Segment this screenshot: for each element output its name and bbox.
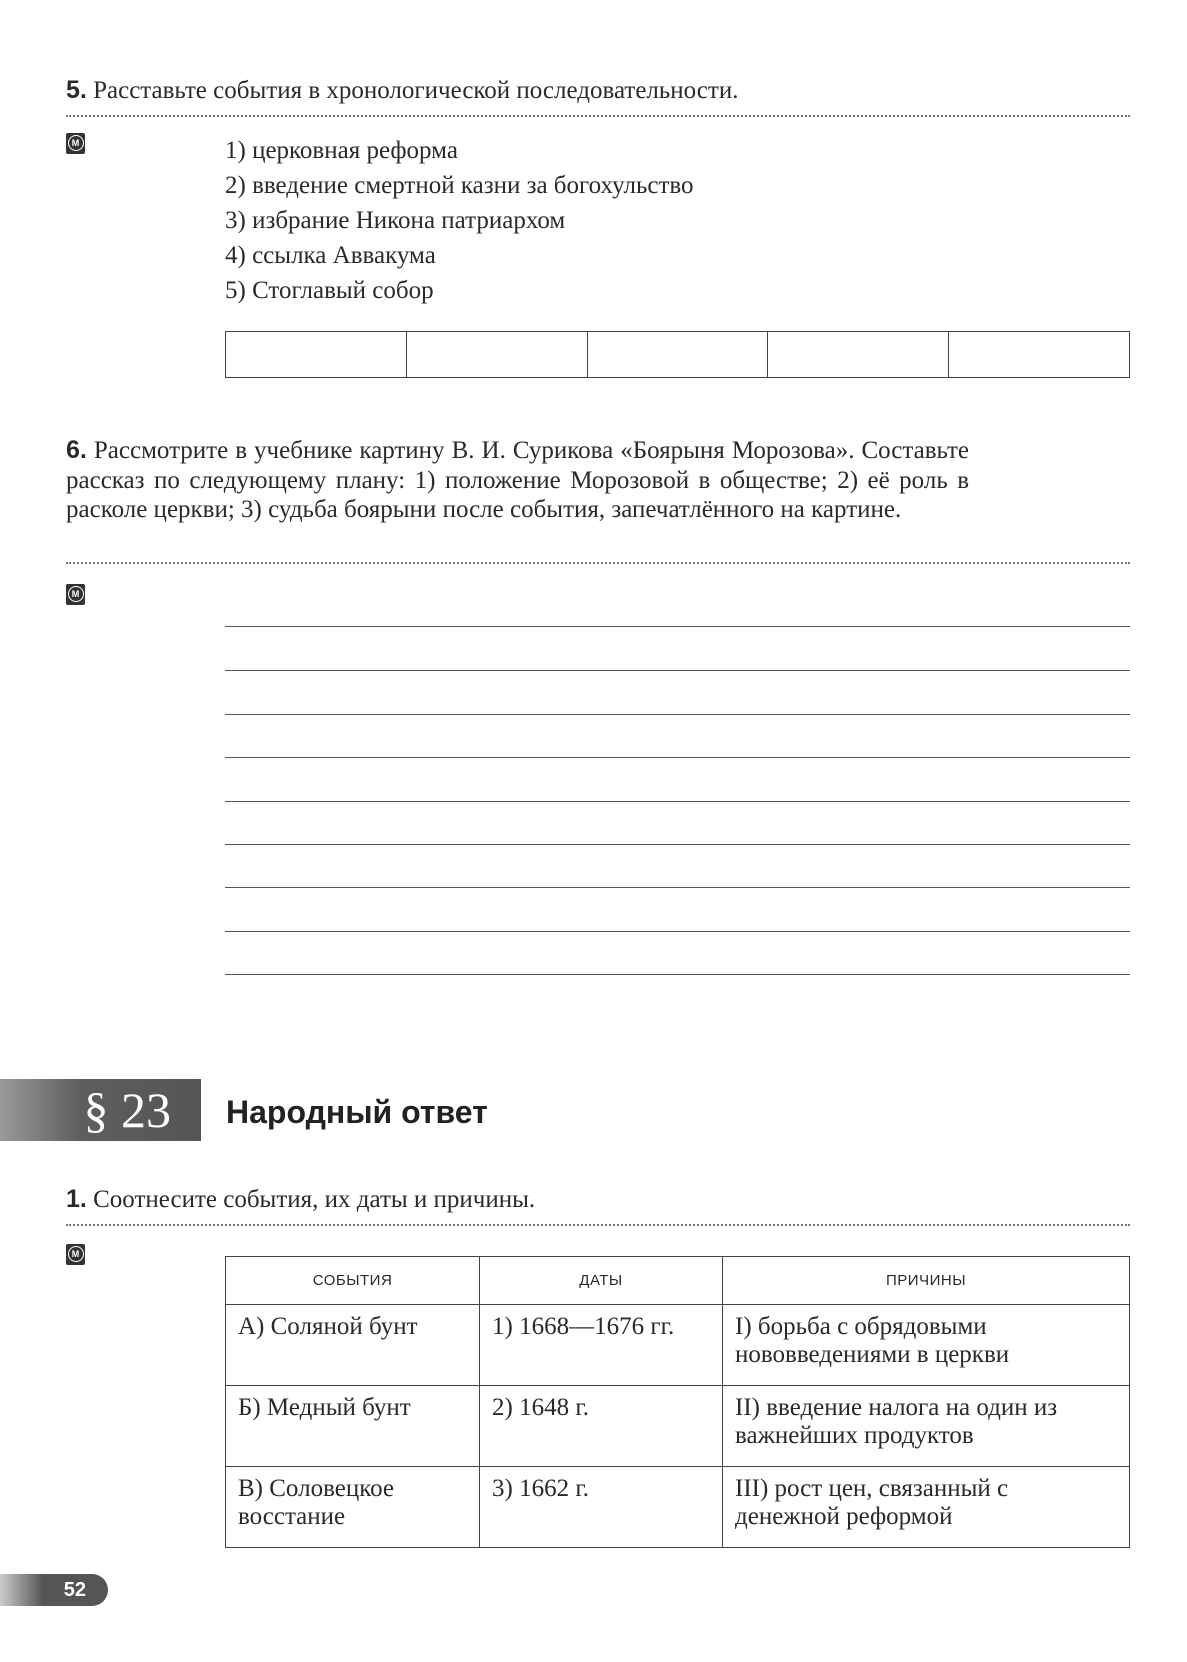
table-row [226,1467,1130,1548]
event-cell: В) Соловецкое восстание [226,1467,480,1548]
list-item: 3) избрание Никона патриархом [225,207,566,234]
task6-text [66,436,969,525]
cause-cell: III) рост цен, связанный с денежной реформой [723,1467,1130,1548]
m-marker-icon: M [66,584,85,605]
task-number: 1. [66,1185,87,1213]
page-number: 52 [0,1574,108,1606]
cause-cell: II) введение налога на один из важнейших продуктов [723,1386,1130,1467]
writing-line[interactable] [225,714,1130,715]
date-cell: 1) 1668—1676 гг. [480,1305,723,1386]
date-cell: 2) 1648 г. [480,1386,723,1467]
date-cell: 3) 1662 г. [480,1467,723,1548]
task-number: 5. [66,76,87,104]
matching-table [225,1256,1130,1548]
answer-cell[interactable] [407,332,588,377]
table-header-row [226,1257,1130,1305]
writing-line[interactable] [225,887,1130,888]
section-title: Народный ответ [226,1094,488,1130]
column-header: СОБЫТИЯ [226,1257,480,1305]
task-number: 6. [66,436,87,464]
task-text: Расставьте события в хронологической последовательности. [93,77,739,104]
list-item: 5) Стоглавый собор [225,277,434,304]
list-item: 2) введение смертной казни за богохульство [225,172,694,199]
writing-line[interactable] [225,670,1130,671]
cause-cell: I) борьба с обрядовыми нововведениями в церкви [723,1305,1130,1386]
writing-line[interactable] [225,844,1130,845]
writing-line[interactable] [225,931,1130,932]
writing-line[interactable] [225,974,1130,975]
task-text: Рассмотрите в учебнике картину В. И. Сурикова «Боярыня Морозова». Составьте рассказ по следующему плану: 1) положение Морозовой в обществе; 2) её роль в расколе церкви; 3) судьба боярыни после события, запечатлённого на картине. [66,437,970,523]
event-cell: А) Соляной бунт [226,1305,480,1386]
m-marker-icon: M [66,1244,85,1265]
writing-line[interactable] [225,626,1130,627]
task5-title [66,76,738,106]
divider [66,562,1130,564]
table-row [226,1305,1130,1386]
list-item: 4) ссылка Аввакума [225,242,436,269]
divider [66,1224,1130,1226]
answer-cell[interactable] [768,332,949,377]
answer-grid [225,331,1130,378]
task1-title [66,1185,535,1215]
section-number: § 23 [0,1079,201,1141]
answer-cell[interactable] [226,332,407,377]
writing-line[interactable] [225,801,1130,802]
task-text: Соотнесите события, их даты и причины. [93,1186,536,1213]
writing-line[interactable] [225,757,1130,758]
m-marker-icon: M [66,133,85,154]
answer-cell[interactable] [949,332,1129,377]
answer-cell[interactable] [588,332,769,377]
column-header: ДАТЫ [480,1257,723,1305]
list-item: 1) церковная реформа [225,137,458,164]
column-header: ПРИЧИНЫ [723,1257,1130,1305]
divider [66,115,1130,117]
table-row [226,1386,1130,1467]
event-cell: Б) Медный бунт [226,1386,480,1467]
